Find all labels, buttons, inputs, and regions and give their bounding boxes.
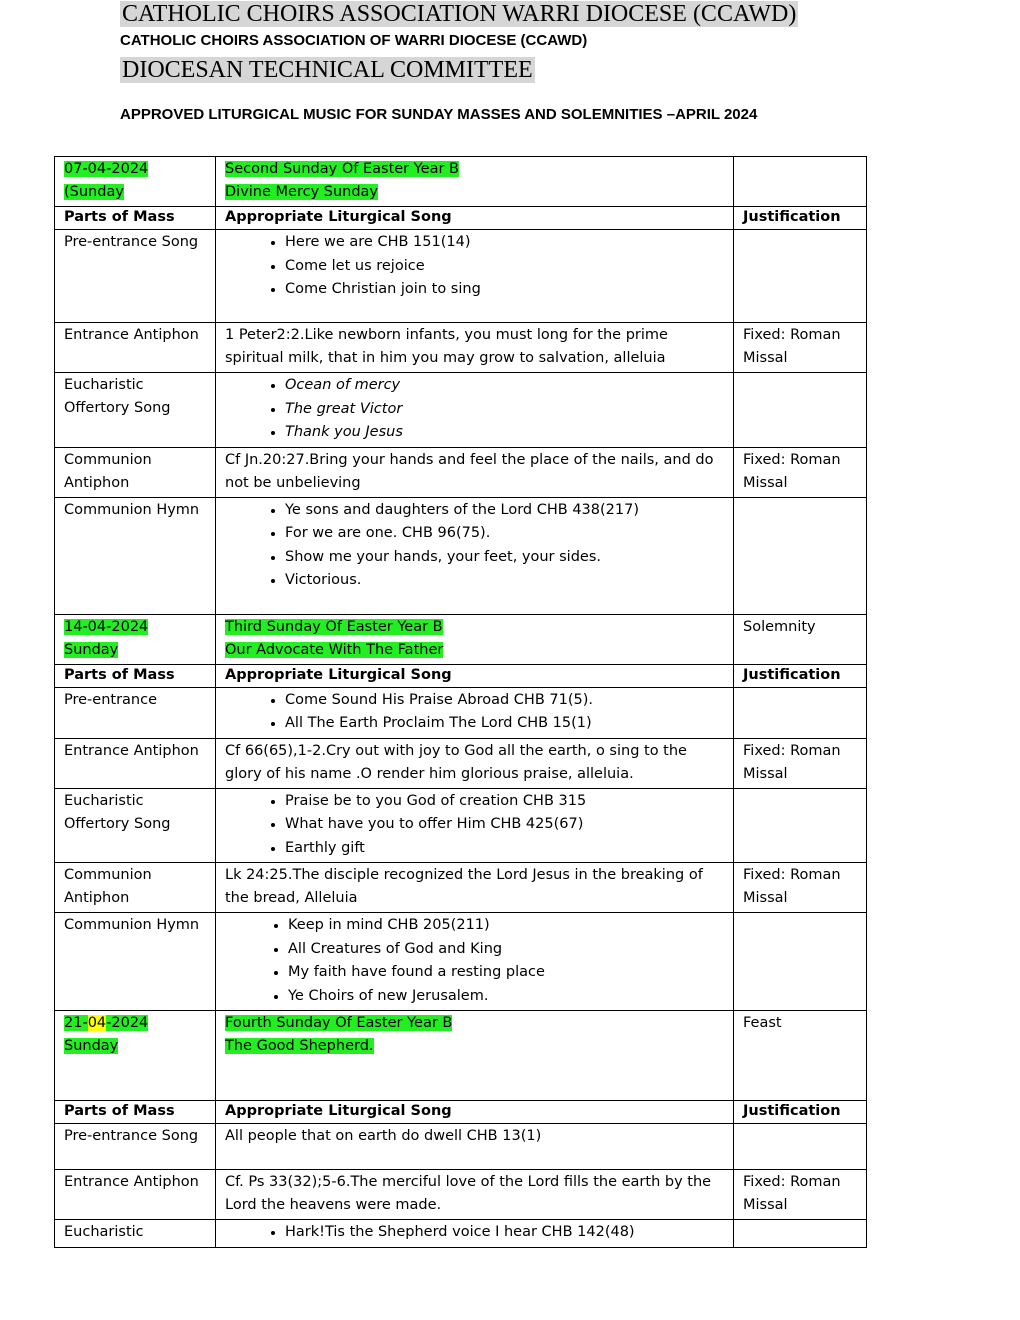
song-item: • All Creatures of God and King xyxy=(288,938,724,962)
table-row xyxy=(55,687,867,738)
col-song: Appropriate Liturgical Song xyxy=(216,207,734,230)
song-item: • Here we are CHB 151(14) xyxy=(285,231,724,255)
col-song: Appropriate Liturgical Song xyxy=(216,1101,734,1124)
part-label: Communion Antiphon xyxy=(55,447,216,497)
week-header-row xyxy=(55,157,867,207)
part-label: Eucharistic Offertory Song xyxy=(55,373,216,448)
association-subtitle: CATHOLIC CHOIRS ASSOCIATION OF WARRI DIOCESE (CCAWD) xyxy=(120,32,588,49)
song-text: All people that on earth do dwell CHB 13(1) xyxy=(216,1124,734,1170)
week-title: Third Sunday Of Easter Year B Our Advocate With The Father xyxy=(216,614,734,664)
justification-cell xyxy=(734,788,867,863)
part-label: Communion Hymn xyxy=(55,913,216,1011)
part-label: Communion Hymn xyxy=(55,497,216,614)
song-cell xyxy=(216,497,734,614)
justification-cell xyxy=(734,1124,867,1170)
part-label: Entrance Antiphon xyxy=(55,323,216,373)
committee-title: DIOCESAN TECHNICAL COMMITTEE xyxy=(122,57,533,83)
table-row xyxy=(55,788,867,863)
part-label: Pre-entrance Song xyxy=(55,1124,216,1170)
song-cell xyxy=(216,1220,734,1248)
justification-cell: Fixed: Roman Missal xyxy=(734,863,867,913)
column-header-row xyxy=(55,207,867,230)
song-cell xyxy=(216,230,734,323)
part-label: Eucharistic Offertory Song xyxy=(55,788,216,863)
part-label: Entrance Antiphon xyxy=(55,738,216,788)
antiphon-text: Cf 66(65),1-2.Cry out with joy to God all the earth, o sing to the glory of his name .O render him glorious praise, alleluia. xyxy=(216,738,734,788)
week-header-row xyxy=(55,1011,867,1101)
part-label: Eucharistic xyxy=(55,1220,216,1248)
table-row xyxy=(55,373,867,448)
song-item: • Ye Choirs of new Jerusalem. xyxy=(288,985,724,1009)
col-justification: Justification xyxy=(734,207,867,230)
week-rank xyxy=(734,157,867,207)
column-header-row xyxy=(55,1101,867,1124)
table-row xyxy=(55,913,867,1011)
song-item: • All The Earth Proclaim The Lord CHB 15(1) xyxy=(285,712,724,736)
table-row xyxy=(55,230,867,323)
justification-cell: Fixed: Roman Missal xyxy=(734,1170,867,1220)
justification-cell xyxy=(734,913,867,1011)
week-rank: Feast xyxy=(734,1011,867,1101)
song-item: • Victorious. xyxy=(285,569,724,593)
song-item: • The great Victor xyxy=(285,398,724,422)
song-item: • Come Christian join to sing xyxy=(285,278,724,302)
table-row xyxy=(55,863,867,913)
justification-cell: Fixed: Roman Missal xyxy=(734,447,867,497)
table-row xyxy=(55,1170,867,1220)
song-cell xyxy=(216,687,734,738)
song-item: • Show me your hands, your feet, your sides. xyxy=(285,546,724,570)
justification-cell: Fixed: Roman Missal xyxy=(734,323,867,373)
liturgical-schedule-table xyxy=(54,156,867,1248)
song-item: • What have you to offer Him CHB 425(67) xyxy=(285,813,724,837)
justification-cell xyxy=(734,373,867,448)
justification-cell: Fixed: Roman Missal xyxy=(734,738,867,788)
justification-cell xyxy=(734,497,867,614)
antiphon-text: Cf. Ps 33(32);5-6.The merciful love of the Lord fills the earth by the Lord the heavens were made. xyxy=(216,1170,734,1220)
song-item: • Hark!Tis the Shepherd voice I hear CHB 142(48) xyxy=(285,1221,724,1245)
song-item: • Come let us rejoice xyxy=(285,255,724,279)
antiphon-text: Cf Jn.20:27.Bring your hands and feel the place of the nails, and do not be unbelieving xyxy=(216,447,734,497)
song-item: • Ocean of mercy xyxy=(285,374,724,398)
antiphon-text: 1 Peter2:2.Like newborn infants, you must long for the prime spiritual milk, that in him you may grow to salvation, alleluia xyxy=(216,323,734,373)
song-item: • Ye sons and daughters of the Lord CHB 438(217) xyxy=(285,499,724,523)
week-rank: Solemnity xyxy=(734,614,867,664)
table-row xyxy=(55,1124,867,1170)
song-item: • For we are one. CHB 96(75). xyxy=(285,522,724,546)
column-header-row xyxy=(55,664,867,687)
association-title: CATHOLIC CHOIRS ASSOCIATION WARRI DIOCESE (CCAWD) xyxy=(122,1,797,27)
header xyxy=(120,0,798,28)
song-cell xyxy=(216,788,734,863)
week-date: 07-04-2024 (Sunday xyxy=(55,157,216,207)
week-header-row xyxy=(55,614,867,664)
col-parts: Parts of Mass xyxy=(55,207,216,230)
week-date: 21-04-2024 Sunday xyxy=(55,1011,216,1101)
song-item: • Praise be to you God of creation CHB 315 xyxy=(285,790,724,814)
week-title: Fourth Sunday Of Easter Year B The Good Shepherd. xyxy=(216,1011,734,1101)
song-item: • Earthly gift xyxy=(285,837,724,861)
part-label: Communion Antiphon xyxy=(55,863,216,913)
week-date: 14-04-2024 Sunday xyxy=(55,614,216,664)
part-label: Pre-entrance Song xyxy=(55,230,216,323)
col-justification: Justification xyxy=(734,664,867,687)
song-item: • Keep in mind CHB 205(211) xyxy=(288,914,724,938)
table-row xyxy=(55,1220,867,1248)
justification-cell xyxy=(734,1220,867,1248)
col-justification: Justification xyxy=(734,1101,867,1124)
antiphon-text: Lk 24:25.The disciple recognized the Lord Jesus in the breaking of the bread, Alleluia xyxy=(216,863,734,913)
table-row xyxy=(55,497,867,614)
document-heading: APPROVED LITURGICAL MUSIC FOR SUNDAY MASSES AND SOLEMNITIES –APRIL 2024 xyxy=(120,106,758,123)
col-parts: Parts of Mass xyxy=(55,1101,216,1124)
song-cell xyxy=(216,913,734,1011)
justification-cell xyxy=(734,687,867,738)
col-song: Appropriate Liturgical Song xyxy=(216,664,734,687)
part-label: Entrance Antiphon xyxy=(55,1170,216,1220)
week-title: Second Sunday Of Easter Year B Divine Mercy Sunday xyxy=(216,157,734,207)
table-row xyxy=(55,447,867,497)
part-label: Pre-entrance xyxy=(55,687,216,738)
table-row xyxy=(55,738,867,788)
song-cell xyxy=(216,373,734,448)
committee-block xyxy=(120,56,535,84)
song-item: • Thank you Jesus xyxy=(285,421,724,445)
song-item: • Come Sound His Praise Abroad CHB 71(5). xyxy=(285,689,724,713)
song-item: • My faith have found a resting place xyxy=(288,961,724,985)
col-parts: Parts of Mass xyxy=(55,664,216,687)
justification-cell xyxy=(734,230,867,323)
table-row xyxy=(55,323,867,373)
